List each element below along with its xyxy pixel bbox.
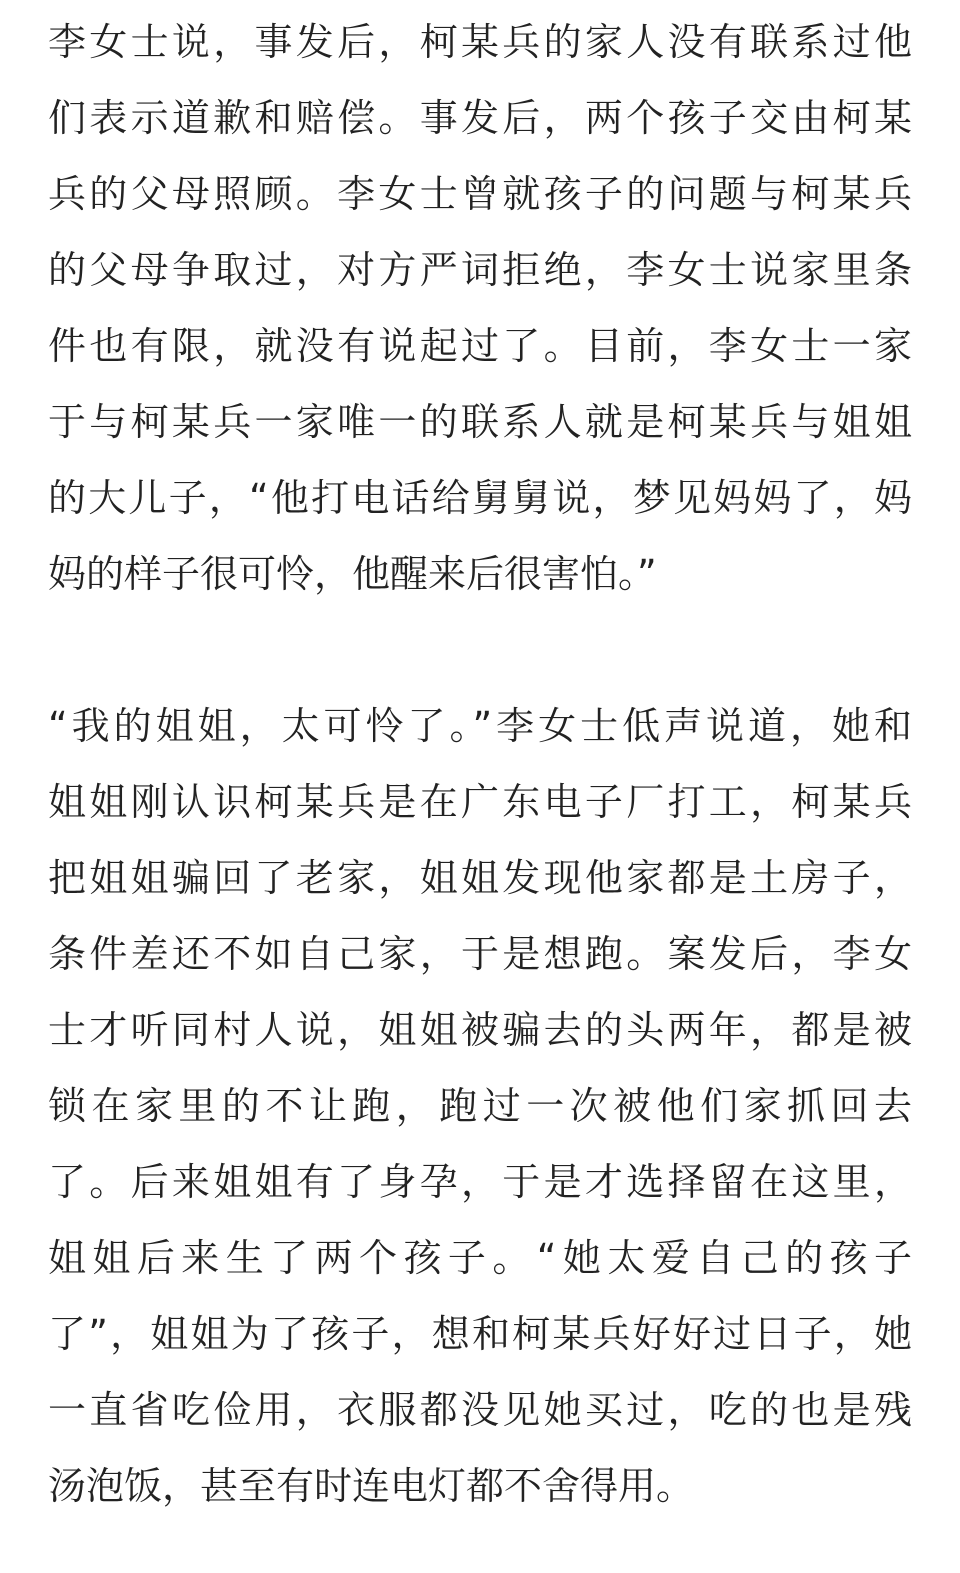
paragraph-line: 的父母争取过，对方严词拒绝，李女士说家里条 xyxy=(48,248,912,292)
paragraph-spacer xyxy=(48,612,912,688)
paragraph-line: 了。后来姐姐有了身孕，于是才选择留在这里， xyxy=(48,1160,912,1204)
paragraph-line: 的大儿子，“他打电话给舅舅说，梦见妈妈了，妈 xyxy=(48,476,912,520)
paragraph-line: 妈的样子很可怜，他醒来后很害怕。” xyxy=(48,552,657,596)
paragraph-line: 兵的父母照顾。李女士曾就孩子的问题与柯某兵 xyxy=(48,172,912,216)
paragraph-line: 条件差还不如自己家，于是想跑。案发后，李女 xyxy=(48,932,912,976)
article-body xyxy=(48,4,912,1524)
paragraph-line: 于与柯某兵一家唯一的联系人就是柯某兵与姐姐 xyxy=(48,400,912,444)
paragraph-line: “我的姐姐，太可怜了。”李女士低声说道，她和 xyxy=(48,704,912,748)
paragraph-2 xyxy=(48,688,912,1524)
paragraph-line: 件也有限，就没有说起过了。目前，李女士一家 xyxy=(48,324,912,368)
paragraph-line: 把姐姐骗回了老家，姐姐发现他家都是土房子， xyxy=(48,856,912,900)
paragraph-1 xyxy=(48,4,912,612)
paragraph-line: 姐姐后来生了两个孩子。“她太爱自己的孩子 xyxy=(48,1236,912,1280)
paragraph-line: 士才听同村人说，姐姐被骗去的头两年，都是被 xyxy=(48,1008,912,1052)
paragraph-line: 李女士说，事发后，柯某兵的家人没有联系过他 xyxy=(48,20,912,64)
paragraph-line: 们表示道歉和赔偿。事发后，两个孩子交由柯某 xyxy=(48,96,912,140)
paragraph-line: 了”，姐姐为了孩子，想和柯某兵好好过日子，她 xyxy=(48,1312,912,1356)
paragraph-line: 锁在家里的不让跑，跑过一次被他们家抓回去 xyxy=(48,1084,912,1128)
paragraph-line: 一直省吃俭用，衣服都没见她买过，吃的也是残 xyxy=(48,1388,912,1432)
paragraph-line: 汤泡饭，甚至有时连电灯都不舍得用。 xyxy=(48,1464,695,1508)
paragraph-line: 姐姐刚认识柯某兵是在广东电子厂打工，柯某兵 xyxy=(48,780,912,824)
